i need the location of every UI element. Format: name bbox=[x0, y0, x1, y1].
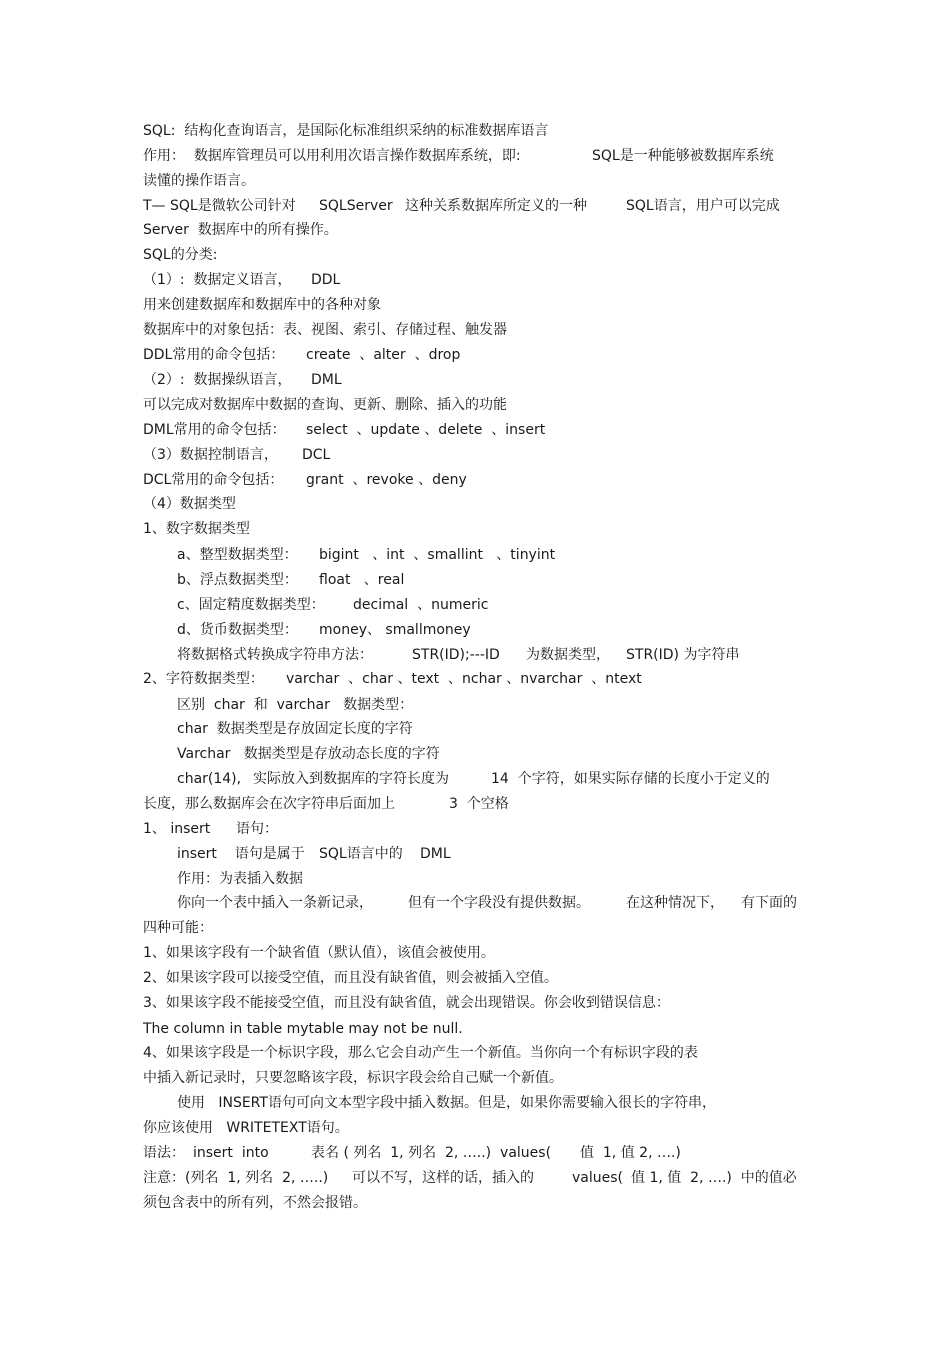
text-segment: The column in table mytable may not be null. bbox=[143, 1021, 463, 1037]
text-segment: char(14), bbox=[177, 771, 242, 787]
text-segment: 用来创建数据库和数据库中的各种对象 bbox=[143, 297, 381, 313]
text-line bbox=[0, 944, 950, 962]
text-line bbox=[0, 271, 950, 289]
text-segment: 表名 ( 列名 1, 列名 2, …..) values( bbox=[311, 1145, 552, 1161]
text-line bbox=[0, 670, 950, 688]
text-segment: 1、数字数据类型 bbox=[143, 521, 250, 537]
text-segment: 值 1, 值 2, ….) 中的值必 bbox=[631, 1170, 797, 1186]
text-line bbox=[0, 571, 950, 589]
text-segment: SQL: 结构化查询语言，是国际化标准组织采纳的标准数据库语言 bbox=[143, 123, 549, 139]
text-segment: 中插入新记录时，只要忽略该字段，标识字段会给自己赋一个新值。 bbox=[143, 1070, 563, 1086]
text-line bbox=[0, 495, 950, 513]
text-line bbox=[0, 1020, 950, 1038]
text-segment: STR(ID);---ID bbox=[412, 647, 500, 663]
text-segment: Server 数据库中的所有操作。 bbox=[143, 222, 338, 238]
text-line bbox=[0, 994, 950, 1012]
text-line bbox=[0, 1119, 950, 1137]
text-segment: 为数据类型， bbox=[526, 647, 610, 663]
text-line bbox=[0, 646, 950, 664]
text-segment: 这种关系数据库所定义的一种 bbox=[405, 198, 587, 214]
text-segment: 1、 insert bbox=[143, 821, 211, 837]
text-segment: DDL bbox=[311, 272, 341, 288]
text-segment: 四种可能： bbox=[143, 920, 213, 936]
text-segment: 值 1, 值 2, ….) bbox=[580, 1145, 681, 1161]
text-line bbox=[0, 446, 950, 464]
text-segment: 语法： bbox=[143, 1145, 185, 1161]
text-segment: decimal 、numeric bbox=[353, 597, 489, 613]
text-segment: DCL常用的命令包括： bbox=[143, 472, 284, 488]
text-line bbox=[0, 1144, 950, 1162]
text-segment: c、固定精度数据类型： bbox=[177, 597, 325, 613]
text-segment: SQL是一种能够被数据库系统 bbox=[592, 148, 774, 164]
text-line bbox=[0, 122, 950, 140]
text-segment: 实际放入到数据库的字符长度为 bbox=[253, 771, 449, 787]
text-segment: 使用 INSERT语句可向文本型字段中插入数据。但是，如果你需要输入很长的字符串， bbox=[177, 1095, 716, 1111]
text-line bbox=[0, 894, 950, 912]
text-line bbox=[0, 621, 950, 639]
text-segment: a、整型数据类型： bbox=[177, 547, 298, 563]
text-line bbox=[0, 396, 950, 414]
text-segment: 14 个字符，如果实际存储的长度小于定义的 bbox=[491, 771, 770, 787]
text-segment: money、 smallmoney bbox=[319, 622, 471, 638]
text-line bbox=[0, 969, 950, 987]
text-segment: SQL语言中的 bbox=[319, 846, 403, 862]
text-line bbox=[0, 1094, 950, 1112]
text-line bbox=[0, 1194, 950, 1212]
text-segment: 可以不写，这样的话，插入的 bbox=[352, 1170, 534, 1186]
text-segment: b、浮点数据类型： bbox=[177, 572, 298, 588]
text-segment: STR(ID) 为字符串 bbox=[626, 647, 740, 663]
text-segment: values( bbox=[572, 1170, 623, 1186]
text-segment: 4、如果该字段是一个标识字段，那么它会自动产生一个新值。当你向一个有标识字段的表 bbox=[143, 1045, 698, 1061]
text-line bbox=[0, 520, 950, 538]
text-segment: 区别 char 和 varchar 数据类型： bbox=[177, 697, 414, 713]
text-line bbox=[0, 246, 950, 264]
text-line bbox=[0, 745, 950, 763]
text-segment: SQL语言，用户可以完成 bbox=[626, 198, 780, 214]
text-line bbox=[0, 147, 950, 165]
text-segment: insert 语句是属于 bbox=[177, 846, 305, 862]
text-line bbox=[0, 1169, 950, 1187]
text-segment: SQLServer bbox=[319, 198, 393, 214]
text-segment: 2、字符数据类型： bbox=[143, 671, 264, 687]
text-segment: 注意：(列名 1, 列名 2, …..) bbox=[143, 1170, 329, 1186]
text-line bbox=[0, 720, 950, 738]
text-line bbox=[0, 421, 950, 439]
text-line bbox=[0, 321, 950, 339]
text-segment: T— SQL是微软公司针对 bbox=[143, 198, 296, 214]
text-line bbox=[0, 596, 950, 614]
text-line bbox=[0, 471, 950, 489]
text-segment: SQL的分类: bbox=[143, 247, 218, 263]
text-segment: 2、如果该字段可以接受空值，而且没有缺省值，则会被插入空值。 bbox=[143, 970, 558, 986]
text-line bbox=[0, 221, 950, 239]
text-segment: float 、real bbox=[319, 572, 405, 588]
text-line bbox=[0, 546, 950, 564]
text-line bbox=[0, 371, 950, 389]
text-segment: 数据库中的对象包括：表、视图、索引、存储过程、触发器 bbox=[143, 322, 507, 338]
text-segment: create 、alter 、drop bbox=[306, 347, 461, 363]
text-line bbox=[0, 919, 950, 937]
text-segment: 但有一个字段没有提供数据。 bbox=[408, 895, 590, 911]
text-line bbox=[0, 870, 950, 888]
text-segment: DML bbox=[420, 846, 451, 862]
text-segment: 有下面的 bbox=[741, 895, 797, 911]
text-segment: （4）数据类型 bbox=[143, 496, 236, 512]
text-segment: （2）: 数据操纵语言， bbox=[143, 372, 292, 388]
text-line bbox=[0, 296, 950, 314]
text-line bbox=[0, 1069, 950, 1087]
text-line bbox=[0, 820, 950, 838]
text-segment: 将数据格式转换成字符串方法： bbox=[177, 647, 373, 663]
text-segment: 你向一个表中插入一条新记录， bbox=[177, 895, 373, 911]
text-segment: 1、如果该字段有一个缺省值（默认值），该值会被使用。 bbox=[143, 945, 495, 961]
text-segment: （1）: 数据定义语言， bbox=[143, 272, 292, 288]
text-line bbox=[0, 346, 950, 364]
text-segment: insert into bbox=[193, 1145, 269, 1161]
text-segment: 读懂的操作语言。 bbox=[143, 173, 255, 189]
text-segment: bigint 、int 、smallint 、tinyint bbox=[319, 547, 556, 563]
text-segment: select 、update 、delete 、insert bbox=[306, 422, 546, 438]
text-segment: （3）数据控制语言， bbox=[143, 447, 278, 463]
text-line bbox=[0, 172, 950, 190]
text-segment: 长度，那么数据库会在次字符串后面加上 bbox=[143, 796, 395, 812]
text-segment: 3 个空格 bbox=[449, 796, 509, 812]
text-line bbox=[0, 795, 950, 813]
text-line bbox=[0, 1044, 950, 1062]
text-segment: grant 、revoke 、deny bbox=[306, 472, 467, 488]
text-segment: DML bbox=[311, 372, 342, 388]
text-segment: varchar 、char 、text 、nchar 、nvarchar 、ntext bbox=[286, 671, 642, 687]
text-line bbox=[0, 770, 950, 788]
text-segment: 作用： 数据库管理员可以用利用次语言操作数据库系统，即: bbox=[143, 148, 521, 164]
text-segment: DDL常用的命令包括： bbox=[143, 347, 285, 363]
text-segment: 须包含表中的所有列，不然会报错。 bbox=[143, 1195, 367, 1211]
text-line bbox=[0, 845, 950, 863]
text-segment: DCL bbox=[302, 447, 331, 463]
text-segment: 语句： bbox=[236, 821, 278, 837]
text-line bbox=[0, 197, 950, 215]
text-segment: 3、如果该字段不能接受空值，而且没有缺省值，就会出现错误。你会收到错误信息： bbox=[143, 995, 670, 1011]
text-segment: Varchar 数据类型是存放动态长度的字符 bbox=[177, 746, 440, 762]
text-segment: 你应该使用 WRITETEXT语句。 bbox=[143, 1120, 349, 1136]
text-segment: 作用：为表插入数据 bbox=[177, 871, 303, 887]
text-line bbox=[0, 696, 950, 714]
text-segment: 在这种情况下， bbox=[626, 895, 724, 911]
text-segment: 可以完成对数据库中数据的查询、更新、删除、插入的功能 bbox=[143, 397, 507, 413]
text-segment: DML常用的命令包括： bbox=[143, 422, 286, 438]
text-segment: d、货币数据类型： bbox=[177, 622, 298, 638]
text-segment: char 数据类型是存放固定长度的字符 bbox=[177, 721, 413, 737]
